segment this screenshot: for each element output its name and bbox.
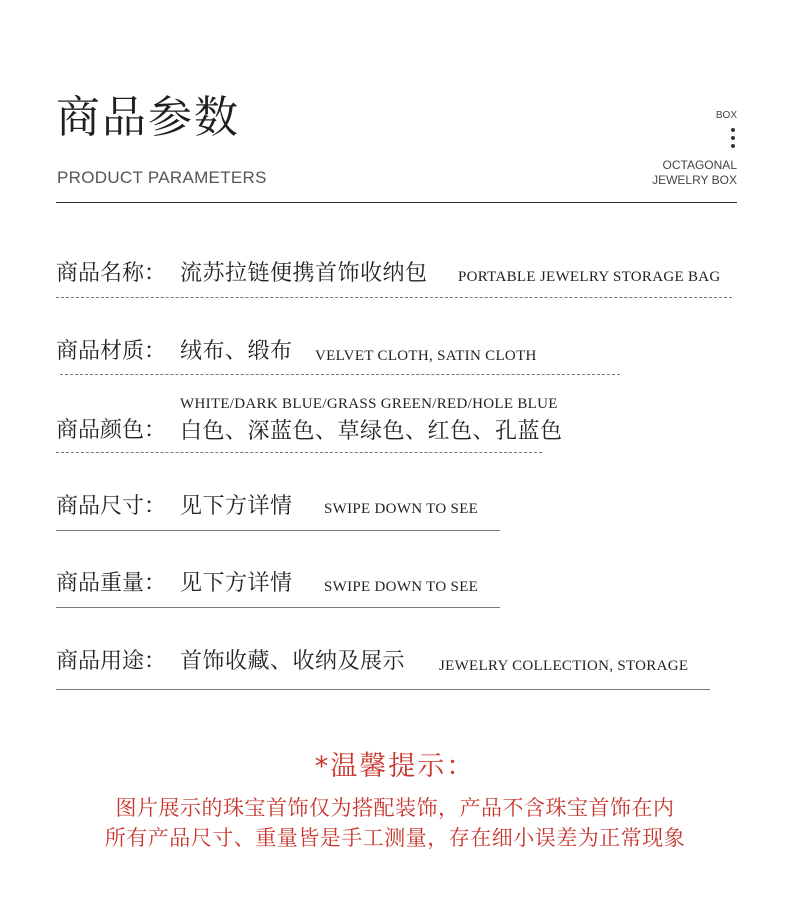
brand-line-2: JEWELRY BOX [652, 173, 737, 187]
param-en-weight: SWIPE DOWN TO SEE [324, 579, 479, 595]
brand-label [652, 158, 737, 188]
dots-icon [731, 128, 736, 152]
row-divider [60, 374, 620, 375]
param-label-color: 商品颜色： [56, 418, 167, 443]
row-divider [56, 689, 710, 690]
param-value-color: 白色、深蓝色、草绿色、红色、孔蓝色 [180, 419, 563, 444]
param-en-name: PORTABLE JEWELRY STORAGE BAG [458, 269, 721, 285]
page-title: 商品参数 [56, 92, 240, 143]
param-value-name: 流苏拉链便携首饰收纳包 [180, 261, 428, 286]
box-label: BOX [715, 110, 737, 121]
param-value-size: 见下方详情 [180, 494, 293, 519]
header-divider [56, 202, 737, 203]
row-divider [56, 297, 732, 298]
param-value-usage: 首饰收藏、收纳及展示 [180, 649, 406, 674]
tips-title: *温馨提示： [314, 751, 476, 782]
row-divider [56, 607, 500, 608]
param-en-material: VELVET CLOTH, SATIN CLOTH [315, 348, 537, 364]
param-label-size: 商品尺寸： [56, 494, 167, 519]
param-value-weight: 见下方详情 [180, 571, 293, 596]
row-divider [56, 452, 542, 453]
tips-line-2: 所有产品尺寸、重量皆是手工测量，存在细小误差为正常现象 [104, 826, 686, 850]
tips-line-1: 图片展示的珠宝首饰仅为搭配装饰，产品不含珠宝首饰在内 [115, 796, 675, 820]
param-label-material: 商品材质： [56, 339, 167, 364]
param-label-name: 商品名称： [56, 261, 167, 286]
param-label-usage: 商品用途： [56, 649, 167, 674]
param-en-color: WHITE/DARK BLUE/GRASS GREEN/RED/HOLE BLUE [180, 396, 558, 412]
param-value-material: 绒布、缎布 [180, 339, 293, 364]
page-subtitle: PRODUCT PARAMETERS [57, 168, 267, 187]
row-divider [56, 530, 500, 531]
param-en-size: SWIPE DOWN TO SEE [324, 501, 479, 517]
param-label-weight: 商品重量： [56, 571, 167, 596]
brand-line-1: OCTAGONAL [662, 158, 737, 172]
param-en-usage: JEWELRY COLLECTION, STORAGE [439, 658, 689, 674]
